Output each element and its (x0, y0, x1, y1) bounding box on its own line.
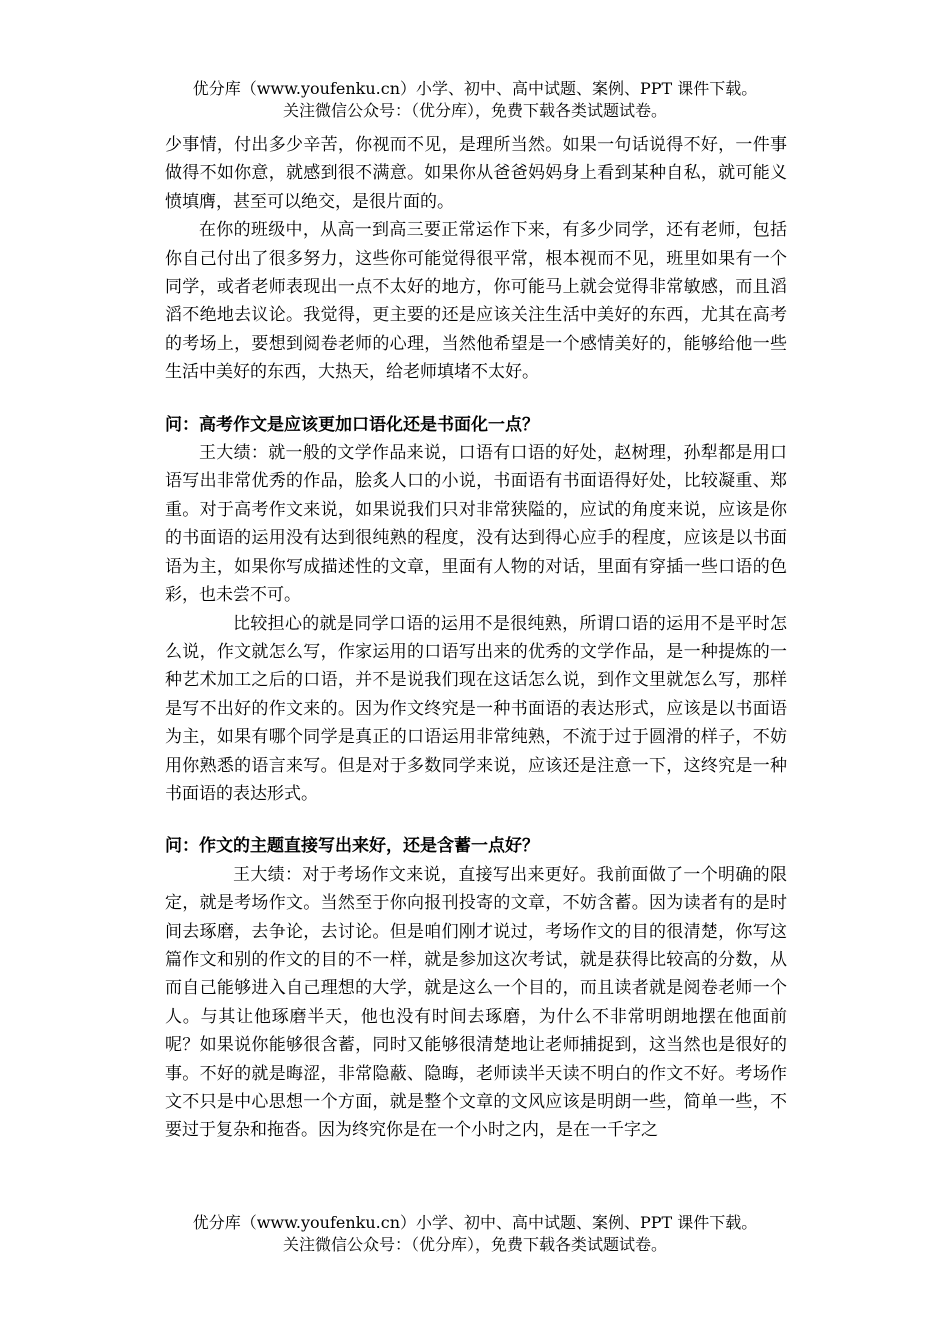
paragraph-2: 在你的班级中，从高一到高三要正常运作下来，有多少同学，还有老师，包括你自己付出了很多努力，这些你可能觉得很平常，根本视而不见，班里如果有一个同学，或者老师表现出一点不太好的地方，你可能马上就会觉得非常敏感，而且滔滔不绝地去议论。我觉得，更主要的还是应该关注生活中美好的东西，尤其在高考的考场上，要想到阅卷老师的心理，当然他希望是一个感情美好的，能够给他一些生活中美好的东西，大热天，给老师填堵不太好。 (165, 220, 787, 383)
answer-1-paragraph-2: 比较担心的就是同学口语的运用不是很纯熟，所谓口语的运用不是平时怎么说，作文就怎么写，作家运用的口语写出来的优秀的文学作品，是一种提炼的一种艺术加工之后的口语，并不是说我们现在这话怎么说，到作文里就怎么写，那样是写不出好的作文来的。因为作文终究是一种书面语的表达形式，应该是以书面语为主，如果有哪个同学是真正的口语运用非常纯熟，不流于过于圆滑的样子，不妨用你熟悉的语言来写。但是对于多数同学来说，应该还是注意一下，这终究是一种书面语的表达形式。 (165, 613, 787, 804)
document-body (165, 131, 787, 1145)
header-line-1: 优分库（www.youfenku.cn）小学、初中、高中试题、案例、PPT 课件下载。 (192, 79, 758, 98)
answer-1-paragraph-1: 王大绩：就一般的文学作品来说，口语有口语的好处，赵树理，孙犁都是用口语写出非常优秀的作品，脍炙人口的小说，书面语有书面语得好处，比较凝重、郑重。对于高考作文来说，如果说我们只对非常狭隘的，应试的角度来说，应该是你的书面语的运用没有达到很纯熟的程度，没有达到得心应手的程度，应该是以书面语为主，如果你写成描述性的文章，里面有人物的对话，里面有穿插一些口语的色彩，也未尝不可。 (165, 443, 787, 606)
question-1: 问：高考作文是应该更加口语化还是书面化一点？ (165, 414, 539, 435)
question-2: 问：作文的主题直接写出来好，还是含蓄一点好？ (165, 836, 539, 857)
footer-line-1: 优分库（www.youfenku.cn）小学、初中、高中试题、案例、PPT 课件下载。 (192, 1213, 758, 1232)
answer-2-paragraph-1: 王大绩：对于考场作文来说，直接写出来更好。我前面做了一个明确的限定，就是考场作文。当然至于你向报刊投寄的文章，不妨含蓄。因为读者有的是时间去琢磨，去争论，去讨论。但是咱们刚才说过，考场作文的目的很清楚，你写这篇作文和别的作文的目的不一样，就是参加这次考试，就是获得比较高的分数，从而自己能够进入自己理想的大学，就是这么一个目的，而且读者就是阅卷老师一个人。与其让他琢磨半天，他也没有时间去琢磨，为什么不非常明朗地摆在他面前呢？如果说你能够很含蓄，同时又能够很清楚地让老师捕捉到，这当然也是很好的事。不好的就是晦涩，非常隐蔽、隐晦，老师读半天读不明白的作文不好。考场作文不只是中心思想一个方面，就是整个文章的文风应该是明朗一些，简单一些，不要过于复杂和拖沓。因为终究你是在一个小时之内，是在一千字之 (165, 864, 787, 1141)
paragraph-1: 少事情，付出多少辛苦，你视而不见，是理所当然。如果一句话说得不好，一件事做得不如你意，就感到很不满意。如果你从爸爸妈妈身上看到某种自私，就可能义愤填膺，甚至可以绝交，是很片面的。 (165, 135, 787, 212)
header-line-2: 关注微信公众号：（优分库），免费下载各类试题试卷。 (282, 101, 667, 120)
footer-line-2: 关注微信公众号：（优分库），免费下载各类试题试卷。 (282, 1235, 667, 1254)
